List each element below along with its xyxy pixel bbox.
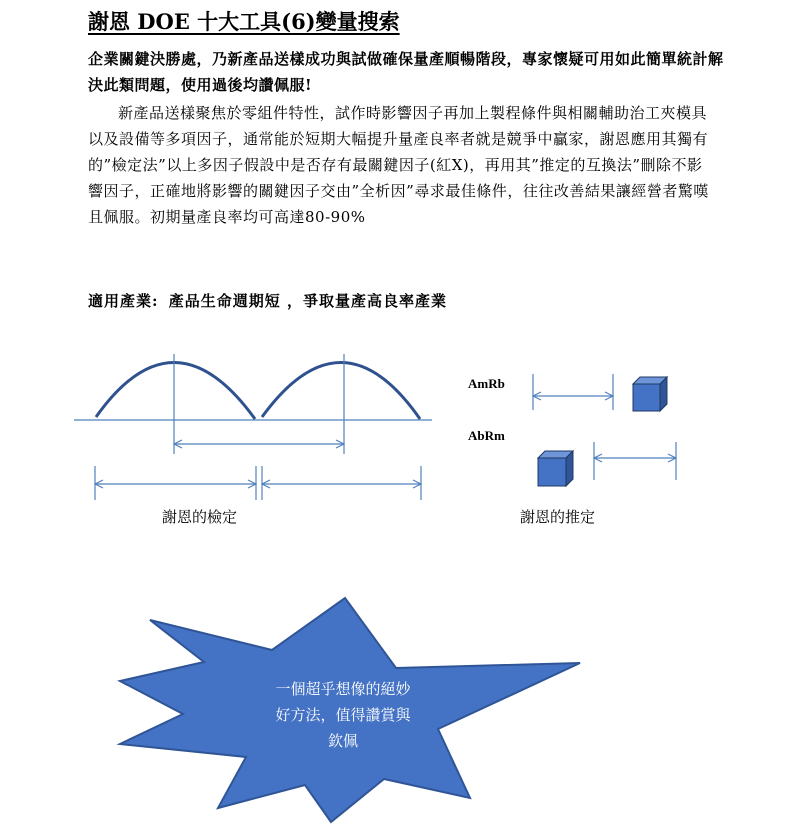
curve-right (262, 362, 420, 419)
curve-left (96, 362, 255, 419)
starburst-line-3: 欽佩 (327, 732, 358, 750)
starburst-line-1: 一個超乎想像的絕妙 (275, 680, 411, 698)
estimate-method-diagram (533, 374, 676, 486)
label-amrb: AmRb (468, 376, 505, 391)
industry-value: 產品生命週期短 ，爭取量產高良率產業 (168, 292, 448, 310)
lead-paragraph: 企業關鍵決勝處，乃新產品送樣成功與試做確保量產順暢階段，專家懷疑可用如此簡單統計解決此類問題，使用過後均讚佩服! (88, 50, 724, 94)
cube-bottom (538, 451, 573, 486)
starburst-line-2: 好方法，值得讚賞與 (275, 706, 411, 724)
cube-top (633, 377, 667, 411)
caption-estimate-method: 謝恩的推定 (520, 508, 596, 526)
industry-label: 適用產業: (88, 292, 159, 310)
caption-check-method: 謝恩的檢定 (162, 508, 238, 526)
body-paragraph: 新產品送樣聚焦於零組件特性，試作時影響因子再加上製程條件與相關輔助治工夾模具以及設備等多項因子，通常能於短期大幅提升量產良率者就是競爭中贏家，謝恩應用其獨有的”檢定法”以上多因子假設中是否存有最關鍵因子(紅X)，再用其”推定的互換法”刪除不影響因子，正確地將影響的關鍵因子交由”全析因”尋求最佳條件，往往改善結果讓經營者驚嘆且佩服。初期量產良率均可高達80-90% (88, 104, 709, 226)
page-title: 謝恩 DOE 十大工具(6)變量搜索 (88, 9, 400, 34)
label-abrm: AbRm (468, 428, 505, 443)
starburst-text (248, 676, 438, 754)
check-method-diagram (74, 354, 432, 500)
